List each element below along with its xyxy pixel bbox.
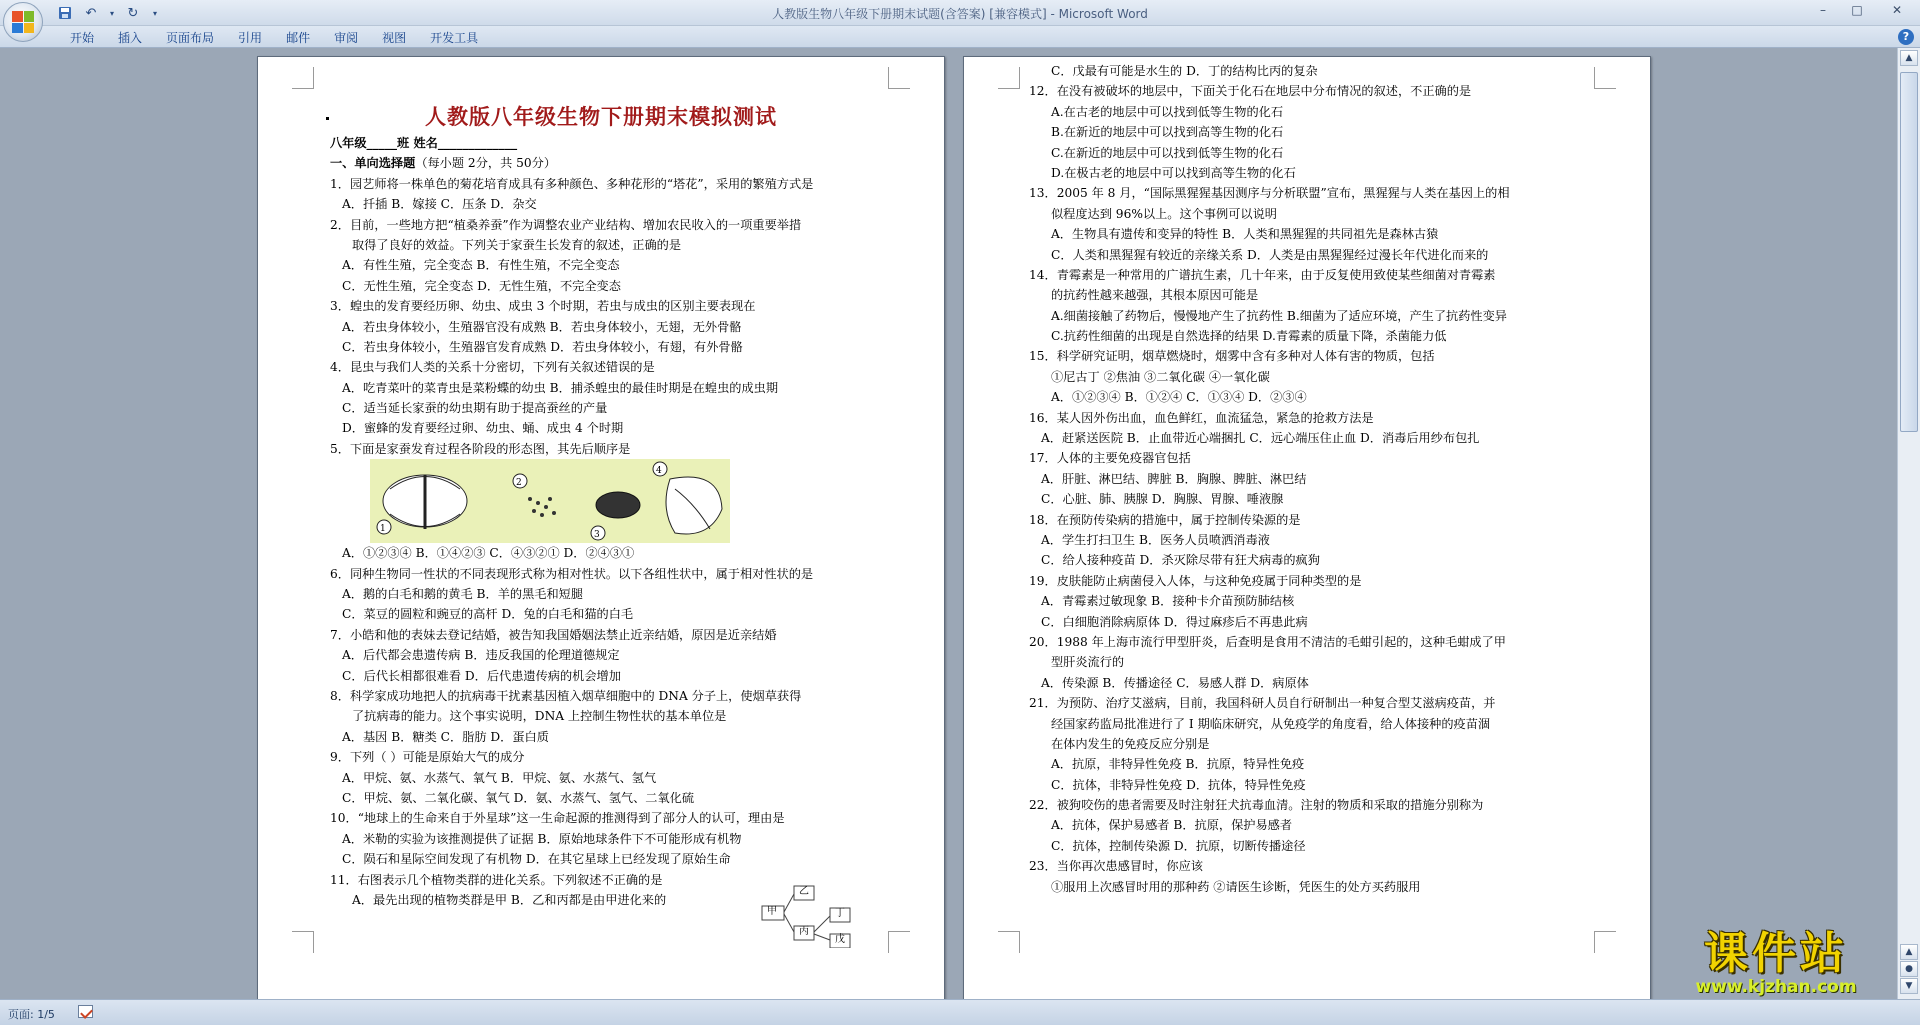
question-line: 5．下面是家蚕发育过程各阶段的形态图，其先后顺序是 xyxy=(330,441,631,456)
option-line: A．鹅的白毛和鹅的黄毛 B．羊的黑毛和短腿 xyxy=(342,587,584,602)
crop-mark xyxy=(888,931,910,953)
option-line: A．最先出现的植物类群是甲 B．乙和丙都是由甲进化来的 xyxy=(352,892,667,907)
option-line: B.在新近的地层中可以找到高等生物的化石 xyxy=(1051,125,1284,140)
option-line: C．给人接种疫苗 D．杀灭除尽带有狂犬病毒的疯狗 xyxy=(1041,553,1320,568)
question-line: 取得了良好的效益。下列关于家蚕生长发育的叙述，正确的是 xyxy=(352,237,682,252)
option-line: D．蜜蜂的发育要经过卵、幼虫、蛹、成虫 4 个时期 xyxy=(342,421,624,436)
crop-mark xyxy=(888,67,910,89)
page-number-indicator[interactable]: 页面: 1/5 xyxy=(8,1008,55,1021)
option-line: A．赶紧送医院 B．止血带近心端捆扎 C．远心端压住止血 D．消毒后用纱布包扎 xyxy=(1041,431,1480,446)
svg-text:1: 1 xyxy=(380,524,386,535)
option-line: A．①②③④ B．①②④ C．①③④ D．②③④ xyxy=(1051,390,1307,405)
vertical-scrollbar[interactable] xyxy=(1897,48,1920,999)
question-line: 13．2005 年 8 月，“国际黑猩猩基因测序与分析联盟”宣布，黑猩猩与人类在基因上的相 xyxy=(1029,186,1510,201)
svg-text:2: 2 xyxy=(516,478,522,489)
option-line: C．若虫身体较小，生殖器官发育成熟 D．若虫身体较小，有翅，有外骨骼 xyxy=(342,339,743,354)
question-line: 2．目前，一些地方把“植桑养蚕”作为调整农业产业结构、增加农民收入的一项重要举措 xyxy=(330,217,802,232)
help-icon[interactable]: ? xyxy=(1898,29,1914,45)
customize-toolbar-icon[interactable]: ▾ xyxy=(152,8,157,18)
option-line: A．若虫身体较小，生殖器官没有成熟 B．若虫身体较小，无翅，无外骨骼 xyxy=(342,319,742,334)
question-line: 18．在预防传染病的措施中，属于控制传染源的是 xyxy=(1029,512,1301,527)
question-line: 19．皮肤能防止病菌侵入人体，与这种免疫属于同种类型的是 xyxy=(1029,573,1362,588)
question-line: 经国家药监局批准进行了 I 期临床研究，从免疫学的角度看，给人体接种的疫苗涸 xyxy=(1051,716,1491,731)
question-line: 型肝炎流行的 xyxy=(1051,655,1125,670)
dropdown-arrow-icon[interactable]: ▾ xyxy=(109,8,114,18)
tab-insert[interactable]: 插入 xyxy=(118,31,143,45)
option-line: A.细菌接触了药物后，慢慢地产生了抗药性 B.细菌为了适应环境，产生了抗药性变异 xyxy=(1051,308,1507,323)
crop-mark xyxy=(998,931,1020,953)
question-line: 20．1988 年上海市流行甲型肝炎，后查明是食用不清洁的毛蚶引起的，这种毛蚶成了甲 xyxy=(1029,634,1506,649)
tab-references[interactable]: 引用 xyxy=(238,31,263,45)
option-line: A．甲烷、氨、水蒸气、氧气 B．甲烷、氨、水蒸气、氢气 xyxy=(342,770,657,785)
office-logo-icon xyxy=(12,11,34,33)
browse-object-icon[interactable]: ● xyxy=(1900,961,1918,977)
tree-node-label: 丁 xyxy=(835,907,845,919)
next-page-icon[interactable]: ▼ xyxy=(1900,978,1918,994)
option-line: C.在新近的地层中可以找到低等生物的化石 xyxy=(1051,145,1284,160)
option-line: C．陨石和星际空间发现了有机物 D．在其它星球上已经发现了原始生命 xyxy=(342,852,731,867)
plant-evolution-tree-figure xyxy=(760,884,860,948)
question-line: 14．青霉素是一种常用的广谱抗生素，几十年来，由于反复使用致使某些细菌对青霉素 xyxy=(1029,267,1496,282)
ribbon xyxy=(0,26,1920,48)
question-line: 1．园艺师将一株单色的菊花培育成具有多种颜色、多种花形的“塔花”，采用的繁殖方式是 xyxy=(330,176,814,191)
tab-page-layout[interactable]: 页面布局 xyxy=(166,31,215,45)
option-line: D.在极古老的地层中可以找到高等生物的化石 xyxy=(1051,165,1296,180)
option-line: A．抗原，非特异性免疫 B．抗原，特异性免疫 xyxy=(1051,757,1305,772)
scroll-up-icon[interactable]: ▲ xyxy=(1900,50,1918,66)
option-line: C．抗体，非特异性免疫 D．抗体，特异性免疫 xyxy=(1051,777,1306,792)
window-title: 人教版生物八年级下册期末试题(含答案) [兼容模式] - Microsoft Word xyxy=(772,7,1148,21)
svg-text:4: 4 xyxy=(656,466,662,477)
option-line: C．甲烷、氨、二氧化碳、氧气 D．氨、水蒸气、氢气、二氧化硫 xyxy=(342,790,695,805)
option-line: ①服用上次感冒时用的那种药 ②请医生诊断，凭医生的处方买药服用 xyxy=(1051,879,1421,894)
option-line: A．抗体，保护易感者 B．抗原，保护易感者 xyxy=(1051,818,1293,833)
section-heading xyxy=(330,153,910,173)
question-line: 22．被狗咬伤的患者需要及时注射狂犬抗毒血清。注射的物质和采取的措施分别称为 xyxy=(1029,798,1484,813)
question-line: 11．右图表示几个植物类群的进化关系。下列叙述不正确的是 xyxy=(330,872,663,887)
silkworm-stages-figure xyxy=(370,459,730,543)
maximize-icon[interactable]: □ xyxy=(1851,3,1863,17)
tree-node-label: 乙 xyxy=(799,885,809,897)
close-icon[interactable]: ✕ xyxy=(1891,3,1903,17)
tab-mailings[interactable]: 邮件 xyxy=(286,31,311,45)
question-line: 8．科学家成功地把人的抗病毒干扰素基因植入烟草细胞中的 DNA 分子上，使烟草获得 xyxy=(330,688,802,703)
proofing-status-icon[interactable] xyxy=(78,1005,93,1018)
question-line: 10．“地球上的生命来自于外星球”这一生命起源的推测得到了部分人的认可，理由是 xyxy=(330,811,785,826)
question-line: 21．为预防、治疗艾滋病，目前，我国科研人员自行研制出一种复合型艾滋病疫苗，并 xyxy=(1029,696,1496,711)
question-line: 16．某人因外伤出血，血色鲜红，血流猛急，紧急的抢救方法是 xyxy=(1029,410,1374,425)
question-line: 了抗病毒的能力。这个事实说明，DNA 上控制生物性状的基本单位是 xyxy=(352,709,727,724)
site-watermark xyxy=(1658,930,1894,996)
option-line: A．吃青菜叶的菜青虫是菜粉蝶的幼虫 B．捕杀蝗虫的最佳时期是在蝗虫的成虫期 xyxy=(342,380,779,395)
option-line: C．心脏、肺、胰腺 D．胸腺、胃腺、唾液腺 xyxy=(1041,492,1284,507)
question-line: 12．在没有被破坏的地层中，下面关于化石在地层中分布情况的叙述，不正确的是 xyxy=(1029,84,1472,99)
option-line: A．扦插 B．嫁接 C．压条 D．杂交 xyxy=(342,197,537,212)
watermark-url: www.kjzhan.com xyxy=(1695,977,1857,997)
option-line: C．人类和黑猩猩有较近的亲缘关系 D．人类是由黑猩猩经过漫长年代进化而来的 xyxy=(1051,247,1489,262)
option-line: A．米勒的实验为该推测提供了证据 B．原始地球条件下不可能形成有机物 xyxy=(342,831,742,846)
option-line: ①尼古丁 ②焦油 ③二氧化碳 ④一氧化碳 xyxy=(1051,369,1270,384)
previous-page-icon[interactable]: ▲ xyxy=(1900,944,1918,960)
ribbon-tabs xyxy=(58,29,490,47)
q11-row xyxy=(330,885,910,945)
document-page-1[interactable] xyxy=(257,56,945,1000)
option-line: C．白细胞消除病原体 D．得过麻疹后不再患此病 xyxy=(1041,614,1308,629)
option-line: A．①②③④ B．①④②③ C．④③②① D．②④③① xyxy=(342,546,635,561)
question-line: 4．昆虫与我们人类的关系十分密切，下列有关叙述错误的是 xyxy=(330,360,655,375)
question-line: 的抗药性越来越强，其根本原因可能是 xyxy=(1051,288,1259,303)
office-button[interactable] xyxy=(3,2,43,42)
option-line: C．戊最有可能是水生的 D．丁的结构比丙的复杂 xyxy=(1051,64,1318,78)
option-line: C．无性生殖，完全变态 D．无性生殖，不完全变态 xyxy=(342,278,621,293)
question-line: 在体内发生的免疫反应分别是 xyxy=(1051,736,1210,751)
question-line: 7．小皓和他的表妹去登记结婚，被告知我国婚姻法禁止近亲结婚，原因是近亲结婚 xyxy=(330,627,777,642)
status-bar xyxy=(0,999,1920,1025)
document-title: 人教版八年级生物下册期末模拟测试 xyxy=(425,104,777,129)
option-line: C．菜豆的圆粒和豌豆的高杆 D．兔的白毛和猫的白毛 xyxy=(342,607,634,622)
option-line: A.在古老的地层中可以找到低等生物的化石 xyxy=(1051,104,1284,119)
crop-mark xyxy=(1594,931,1616,953)
minimize-icon[interactable]: – xyxy=(1820,3,1826,17)
option-line: A．后代都会患遗传病 B．违反我国的伦理道德规定 xyxy=(342,648,620,663)
crop-mark xyxy=(292,931,314,953)
document-area[interactable] xyxy=(0,48,1897,999)
question-line: 17．人体的主要免疫器官包括 xyxy=(1029,451,1191,466)
question-line: 3．蝗虫的发育要经历卵、幼虫、成虫 3 个时期，若虫与成虫的区别主要表现在 xyxy=(330,299,756,314)
scrollbar-thumb[interactable] xyxy=(1900,72,1918,432)
section-note: （每小题 2分，共 50分） xyxy=(415,156,557,171)
watermark-name: 课件站 xyxy=(1704,928,1848,979)
option-line: C．后代长相都很难看 D．后代患遗传病的机会增加 xyxy=(342,668,621,683)
option-line: A．生物具有遗传和变异的特性 B．人类和黑猩猩的共同祖先是森林古猿 xyxy=(1051,227,1439,242)
section-title: 一、单向选择题 xyxy=(330,156,416,171)
document-page-2[interactable] xyxy=(963,56,1651,1000)
question-line: 6．同种生物同一性状的不同表现形式称为相对性状。以下各组性状中，属于相对性状的是 xyxy=(330,566,814,581)
tree-node-label: 甲 xyxy=(767,905,777,917)
crop-mark xyxy=(998,67,1020,89)
question-line: 15．科学研究证明，烟草燃烧时，烟雾中含有多种对人体有害的物质，包括 xyxy=(1029,349,1435,364)
option-line: A．有性生殖，完全变态 B．有性生殖，不完全变态 xyxy=(342,258,620,273)
question-line: 9．下列（ ）可能是原始大气的成分 xyxy=(330,750,525,765)
tab-review[interactable]: 审阅 xyxy=(334,31,359,45)
tab-view[interactable]: 视图 xyxy=(382,31,407,45)
option-line: A．青霉素过敏现象 B．接种卡介苗预防肺结核 xyxy=(1041,594,1295,609)
redo-icon[interactable]: ↻ xyxy=(127,5,139,21)
title-bar xyxy=(0,0,1920,26)
option-line: C．抗体，控制传染源 D．抗原，切断传播途径 xyxy=(1051,838,1306,853)
tree-node-label: 戊 xyxy=(835,933,845,945)
tree-node-label: 丙 xyxy=(799,925,809,937)
question-line: 似程度达到 96%以上。这个事例可以说明 xyxy=(1051,206,1277,221)
svg-text:3: 3 xyxy=(594,530,600,541)
tab-home[interactable]: 开始 xyxy=(70,31,95,45)
undo-icon[interactable]: ↶ xyxy=(85,5,97,21)
page-2-text xyxy=(1029,61,1620,897)
option-line: A．肝脏、淋巴结、脾脏 B．胸腺、脾脏、淋巴结 xyxy=(1041,471,1307,486)
option-line: C．适当延长家蚕的幼虫期有助于提高蚕丝的产量 xyxy=(342,401,608,416)
crop-mark xyxy=(292,67,314,89)
option-line: A．学生打扫卫生 B．医务人员喷洒消毒液 xyxy=(1041,532,1270,547)
window-controls xyxy=(1806,0,1920,20)
question-line: 23．当你再次患感冒时，你应该 xyxy=(1029,859,1203,874)
option-line: A．传染源 B．传播途径 C．易感人群 D．病原体 xyxy=(1041,675,1309,690)
tab-developer[interactable]: 开发工具 xyxy=(430,31,479,45)
option-line: A．基因 B．糖类 C．脂肪 D．蛋白质 xyxy=(342,729,549,744)
silkworm-stages-illustration xyxy=(370,459,730,543)
page-1-text xyxy=(330,133,910,945)
name-class-line: 八年级_____班 姓名_____________ xyxy=(330,136,518,150)
option-line: C.抗药性细菌的出现是自然选择的结果 D.青霉素的质量下降，杀菌能力低 xyxy=(1051,329,1447,344)
